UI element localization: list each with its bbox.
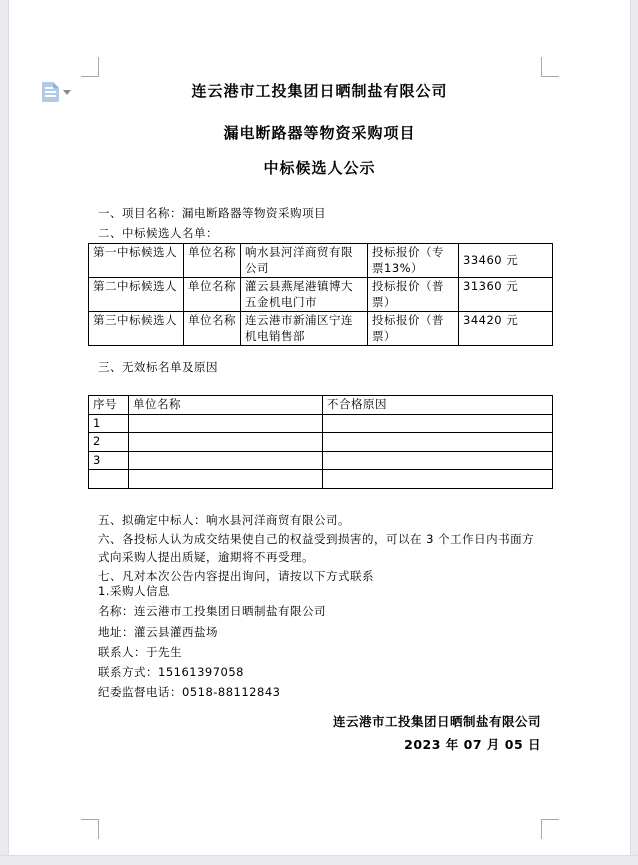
purchaser-contact: 联系人：于先生 — [98, 644, 182, 659]
purchaser-address: 地址：灌云县灌西盐场 — [98, 624, 218, 639]
index-cell — [89, 470, 129, 489]
table-row — [89, 433, 553, 452]
app-background-bottom — [0, 855, 638, 865]
purchaser-discipline-phone: 纪委监督电话：0518-88112843 — [98, 685, 281, 700]
text-boundary-mark-top-right — [541, 57, 559, 77]
index-cell: 2 — [89, 433, 129, 452]
index-cell: 1 — [89, 414, 129, 433]
price-label-cell: 投标报价（专票13%） — [368, 244, 459, 278]
section-candidate-list-heading: 二、中标候选人名单： — [98, 226, 218, 240]
table-row — [89, 312, 553, 346]
purchaser-name: 名称：连云港市工投集团日晒制盐有限公司 — [98, 604, 326, 619]
field-label-cell: 单位名称 — [184, 244, 241, 278]
table-row — [89, 470, 553, 489]
field-label-cell: 单位名称 — [184, 312, 241, 346]
sections-five-to-seven — [98, 511, 544, 585]
price-label-cell: 投标报价（普票） — [368, 312, 459, 346]
signature-date: 2023 年 07 月 05 日 — [404, 737, 541, 752]
company-cell — [129, 414, 323, 433]
signature-block — [98, 710, 541, 756]
section-invalid-bids-heading: 三、无效标名单及原因 — [98, 360, 218, 374]
reason-cell — [323, 470, 553, 489]
company-name-cell: 灌云县燕尾港镇博大五金机电门市 — [241, 278, 368, 312]
index-cell: 3 — [89, 451, 129, 470]
candidate-rank-cell: 第三中标候选人 — [89, 312, 184, 346]
section-winner: 五、拟确定中标人：响水县河洋商贸有限公司。 — [98, 513, 350, 527]
paste-options-document-icon — [42, 82, 59, 102]
purchaser-heading: 1.采购人信息 — [98, 584, 170, 598]
chevron-down-icon[interactable] — [63, 90, 71, 95]
section-objection: 六、各投标人认为成交结果使自己的权益受到损害的，可以在 3 个工作日内书面方式向采购人提出质疑，逾期将不再受理。 — [98, 531, 535, 565]
header-不合格原因: 不合格原因 — [323, 396, 553, 415]
signature-company: 连云港市工投集团日晒制盐有限公司 — [332, 714, 541, 729]
paste-options-button[interactable] — [42, 81, 76, 103]
table-row — [89, 278, 553, 312]
purchaser-info — [98, 581, 544, 703]
header-序号: 序号 — [89, 396, 129, 415]
company-name-cell: 连云港市新浦区宁连机电销售部 — [241, 312, 368, 346]
text-boundary-mark-top-left — [81, 57, 99, 77]
candidate-rank-cell: 第一中标候选人 — [89, 244, 184, 278]
section-contact-intro: 七、凡对本次公告内容提出询问，请按以下方式联系 — [98, 568, 374, 583]
candidate-rank-cell: 第二中标候选人 — [89, 278, 184, 312]
document-title-announcement: 中标候选人公示 — [263, 159, 376, 177]
price-value-cell: 33460 元 — [459, 244, 553, 278]
invalid-bids-table — [88, 395, 553, 489]
company-cell — [129, 470, 323, 489]
price-label-cell: 投标报价（普票） — [368, 278, 459, 312]
field-label-cell: 单位名称 — [184, 278, 241, 312]
header-单位名称: 单位名称 — [129, 396, 323, 415]
text-boundary-mark-bottom-left — [81, 819, 99, 839]
document-title-project: 漏电断路器等物资采购项目 — [223, 124, 416, 142]
price-value-cell: 31360 元 — [459, 278, 553, 312]
company-name-cell: 响水县河洋商贸有限公司 — [241, 244, 368, 278]
table-row — [89, 451, 553, 470]
table-row — [89, 414, 553, 433]
table-row — [89, 244, 553, 278]
reason-cell — [323, 433, 553, 452]
app-background-left — [0, 0, 9, 865]
candidates-table — [88, 243, 553, 346]
price-value-cell: 34420 元 — [459, 312, 553, 346]
company-cell — [129, 433, 323, 452]
app-background-right — [630, 0, 638, 865]
section-project-name: 一、项目名称：漏电断路器等物资采购项目 — [98, 206, 326, 220]
document-title-company: 连云港市工投集团日晒制盐有限公司 — [191, 82, 448, 100]
reason-cell — [323, 414, 553, 433]
reason-cell — [323, 451, 553, 470]
table-header-row — [89, 396, 553, 415]
purchaser-phone: 联系方式：15161397058 — [98, 665, 244, 680]
company-cell — [129, 451, 323, 470]
text-boundary-mark-bottom-right — [541, 819, 559, 839]
